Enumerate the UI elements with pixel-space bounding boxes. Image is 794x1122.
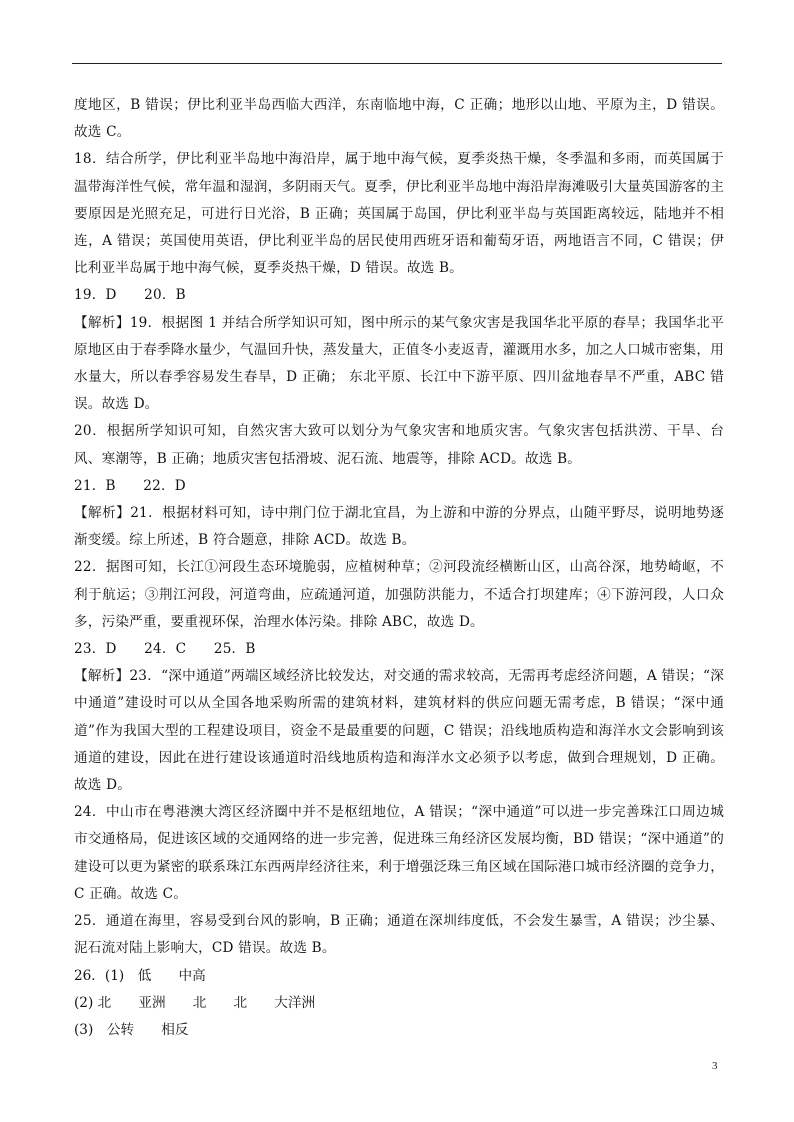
paragraph-q18: 18．结合所学，伊比利亚半岛地中海沿岸，属于地中海气候，夏季炎热干燥，冬季温和多雨，而英国属于温带海洋性气候，常年温和湿润，多阴雨天气。夏季，伊比利亚半岛地中海沿岸海滩吸引大量英国游客的主要原因是光照充足，可进行日光浴，B 正确；英国属于岛国，伊比利亚半岛与英国距离较远，陆地并不相连，A 错误；英国使用英语，伊比利亚半岛的居民使用西班牙语和葡萄牙语，两地语言不同，C 错误；伊比利亚半岛属于地中海气候，夏季炎热干燥，D 错误。故选 B。 — [74, 151, 724, 277]
paragraph-q20: 20．根据所学知识可知，自然灾害大致可以划分为气象灾害和地质灾害。气象灾害包括洪涝、干旱、台风、寒潮等，B 正确；地质灾害包括滑坡、泥石流、地震等，排除 ACD。故选 B。 — [74, 423, 724, 467]
analysis-q19: 【解析】19．根据图 1 并结合所学知识可知，图中所示的某气象灾害是我国华北平原的春旱；我国华北平原地区由于春季降水量少，气温回升快，蒸发量大，正值冬小麦返青，灌溉用水多，加之人口城市密集，用水量大，所以春季容易发生春旱，D 正确； 东北平原、长江中下游平原、四川盆地春旱不严重，ABC 错误。故选 D。 — [74, 314, 724, 413]
document-body — [74, 92, 724, 1044]
answer-19-20: 19．D 20．B — [74, 287, 186, 304]
answer-21-22: 21．B 22．D — [74, 477, 186, 494]
answer-26-part1: 26．(1) 低 中高 — [74, 967, 206, 984]
analysis-q23: 【解析】23．“深中通道”两端区域经济比较发达，对交通的需求较高，无需再考虑经济问题，A 错误；“深中通道”建设时可以从全国各地采购所需的建筑材料，建筑材料的供应问题无需考虑，B 错误；“深中通道”作为我国大型的工程建设项目，资金不是最重要的问题，C 错误；沿线地质构造和海洋水文会影响到该通道的建设，因此在进行建设该通道时沿线地质构造和海洋水文必须予以考虑，做到合理规划，D 正确。故选 D。 — [74, 668, 724, 794]
answer-23-25: 23．D 24．C 25．B — [74, 641, 256, 658]
header-rule — [72, 63, 722, 64]
answer-26-part2: (2) 北 亚洲 北 北 大洋洲 — [74, 994, 316, 1011]
paragraph-q17-end: 度地区，B 错误；伊比利亚半岛西临大西洋，东南临地中海，C 正确；地形以山地、平原为主，D 错误。故选 C。 — [74, 97, 724, 141]
page-number: 3 — [712, 1060, 718, 1072]
answer-26-part3: (3) 公转 相反 — [74, 1021, 189, 1038]
paragraph-q25: 25．通道在海里，容易受到台风的影响，B 正确；通道在深圳纬度低，不会发生暴雪，A 错误；沙尘暴、泥石流对陆上影响大，CD 错误。故选 B。 — [74, 913, 724, 957]
analysis-q21: 【解析】21．根据材料可知，诗中荆门位于湖北宜昌，为上游和中游的分界点，山随平野尽，说明地势逐渐变缓。综上所述，B 符合题意，排除 ACD。故选 B。 — [74, 505, 724, 549]
paragraph-q24: 24．中山市在粤港澳大湾区经济圈中并不是枢纽地位，A 错误；“深中通道”可以进一步完善珠江口周边城市交通格局，促进该区域的交通网络的进一步完善，促进珠三角经济区发展均衡，BD 错误；“深中通道”的建设可以更为紧密的联系珠江东西两岸经济往来，利于增强泛珠三角区域在国际港口城市经济圈的竞争力，C 正确。故选 C。 — [74, 804, 724, 902]
paragraph-q22: 22．据图可知，长江①河段生态环境脆弱，应植树种草；②河段流经横断山区，山高谷深，地势崎岖，不利于航运；③荆江河段，河道弯曲，应疏通河道，加强防洪能力，不适合打坝建库；④下游河段，人口众多，污染严重，要重视环保，治理水体污染。排除 ABC，故选 D。 — [74, 559, 724, 630]
